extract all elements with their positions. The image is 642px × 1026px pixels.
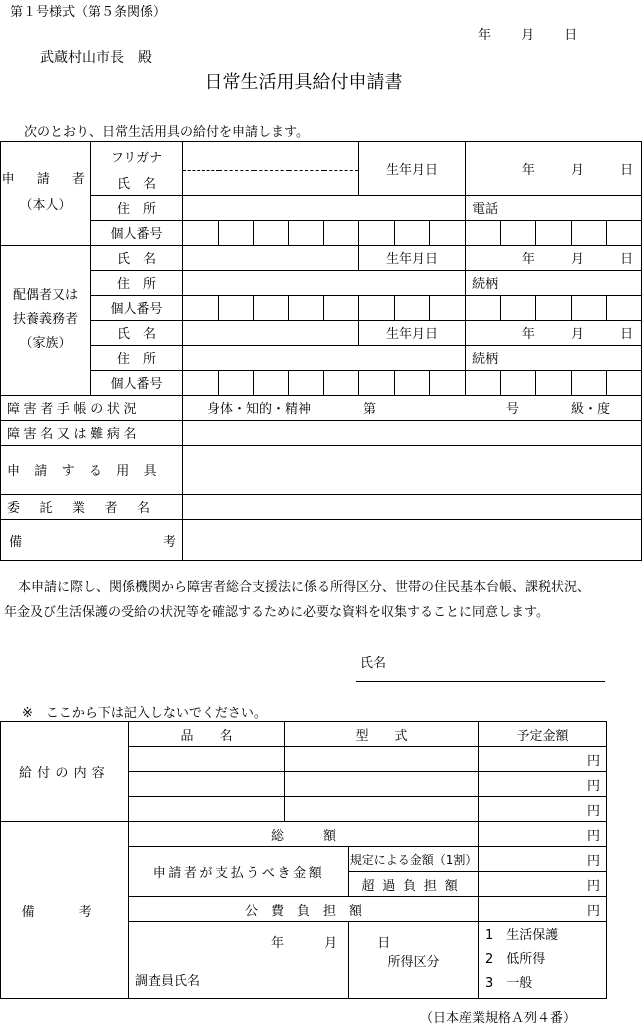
remarks-field[interactable] <box>183 519 642 560</box>
investigation-block[interactable]: 年 月 日 調査員氏名 <box>129 922 349 999</box>
mynumber-box[interactable] <box>430 370 466 395</box>
total-label: 総 額 <box>129 822 479 847</box>
mynumber-box[interactable] <box>395 370 430 395</box>
mynumber-box[interactable] <box>572 220 607 245</box>
mynumber-box[interactable] <box>572 295 607 320</box>
payable-label: 申請者が支払うべき金額 <box>129 847 349 897</box>
mynumber-box[interactable] <box>183 370 219 395</box>
form-date: 年 月 日 <box>478 28 578 43</box>
consent-line-2: 年金及び生活保護の受給の状況等を確認するために必要な資料を収集することに同意します。 <box>4 605 549 620</box>
mynumber-box[interactable] <box>395 220 430 245</box>
handbook-status[interactable]: 身体・知的・精神 第 号 級・度 <box>183 395 642 420</box>
family2-birth-date[interactable]: 年 月 日 <box>466 320 642 345</box>
mynumber-box[interactable] <box>430 220 466 245</box>
disability-label: 障害名又は難病名 <box>1 420 183 445</box>
amount-field[interactable]: 円 <box>479 747 607 772</box>
mynumber-box[interactable] <box>324 370 359 395</box>
public-burden-amount[interactable]: 円 <box>479 897 607 922</box>
mynumber-box[interactable] <box>501 370 536 395</box>
item-field[interactable] <box>129 772 285 797</box>
applicant-mynumber-label: 個人番号 <box>91 220 183 245</box>
mynumber-box[interactable] <box>359 370 395 395</box>
mynumber-box[interactable] <box>501 295 536 320</box>
excess-label: 超過負担額 <box>349 872 479 897</box>
mynumber-box[interactable] <box>359 220 395 245</box>
model-field[interactable] <box>285 747 479 772</box>
family1-name-field[interactable] <box>183 245 359 270</box>
paper-size-note: （日本産業規格Ａ列４番） <box>420 1011 577 1026</box>
applicant-name-field[interactable] <box>183 170 359 195</box>
total-amount[interactable]: 円 <box>479 822 607 847</box>
mynumber-box[interactable] <box>466 295 501 320</box>
family2-address-field[interactable] <box>183 345 466 370</box>
family1-birth-label: 生年月日 <box>359 245 466 270</box>
mynumber-box[interactable] <box>395 295 430 320</box>
mynumber-box[interactable] <box>466 220 501 245</box>
mynumber-box[interactable] <box>219 370 254 395</box>
item-field[interactable] <box>129 797 285 822</box>
family1-address-label: 住 所 <box>91 270 183 295</box>
mynumber-box[interactable] <box>324 220 359 245</box>
mynumber-box[interactable] <box>466 370 501 395</box>
mynumber-box[interactable] <box>183 220 219 245</box>
contractor-label: 委託業者名 <box>1 494 183 519</box>
amount-header: 予定金額 <box>479 722 607 747</box>
amount-field[interactable]: 円 <box>479 797 607 822</box>
furigana-field[interactable] <box>183 142 359 171</box>
rule-amount[interactable]: 円 <box>479 847 607 872</box>
model-field[interactable] <box>285 772 479 797</box>
mynumber-box[interactable] <box>536 370 572 395</box>
remarks-label: 備 考 <box>1 519 183 560</box>
mynumber-box[interactable] <box>536 220 572 245</box>
equipment-label: 申請する用具 <box>1 445 183 494</box>
applicant-address-label: 住 所 <box>91 195 183 220</box>
mynumber-box[interactable] <box>324 295 359 320</box>
family2-mynumber-label: 個人番号 <box>91 370 183 395</box>
furigana-label: フリガナ <box>91 142 183 171</box>
mynumber-box[interactable] <box>254 295 289 320</box>
family2-address-label: 住 所 <box>91 345 183 370</box>
mynumber-box[interactable] <box>289 295 324 320</box>
office-use-note: ※ ここから下は記入しないでください。 <box>22 706 267 721</box>
mynumber-box[interactable] <box>219 220 254 245</box>
form-number: 第１号様式（第５条関係） <box>10 5 167 20</box>
mynumber-box[interactable] <box>289 220 324 245</box>
applicant-birth-date[interactable]: 年 月 日 <box>466 142 642 196</box>
contractor-field[interactable] <box>183 494 642 519</box>
mynumber-box[interactable] <box>607 220 642 245</box>
family-section-label: 配偶者又は 扶養義務者 （家族） <box>1 245 91 395</box>
equipment-field[interactable] <box>183 445 642 494</box>
disability-field[interactable] <box>183 420 642 445</box>
applicant-birth-label: 生年月日 <box>359 142 466 196</box>
office-remarks-label: 備 考 <box>1 822 129 999</box>
mynumber-box[interactable] <box>501 220 536 245</box>
mynumber-box[interactable] <box>607 295 642 320</box>
family1-relation[interactable]: 続柄 <box>466 270 642 295</box>
mynumber-box[interactable] <box>289 370 324 395</box>
family1-birth-date[interactable]: 年 月 日 <box>466 245 642 270</box>
family1-address-field[interactable] <box>183 270 466 295</box>
family2-relation[interactable]: 続柄 <box>466 345 642 370</box>
mynumber-box[interactable] <box>430 295 466 320</box>
family1-name-label: 氏 名 <box>91 245 183 270</box>
signature-line[interactable] <box>356 681 605 682</box>
family2-birth-label: 生年月日 <box>359 320 466 345</box>
office-table <box>0 721 607 999</box>
item-field[interactable] <box>129 747 285 772</box>
applicant-phone[interactable]: 電話 <box>466 195 642 220</box>
mynumber-box[interactable] <box>536 295 572 320</box>
family2-name-field[interactable] <box>183 320 359 345</box>
page-title: 日常生活用具給付申請書 <box>204 72 403 93</box>
amount-field[interactable]: 円 <box>479 772 607 797</box>
income-options[interactable]: 1 生活保護 2 低所得 3 一般 <box>479 922 607 999</box>
intro-text: 次のとおり、日常生活用具の給付を申請します。 <box>24 125 309 140</box>
mynumber-box[interactable] <box>359 295 395 320</box>
signature-label: 氏名 <box>360 656 387 671</box>
addressee: 武蔵村山市長 殿 <box>40 50 152 66</box>
model-header: 型 式 <box>285 722 479 747</box>
application-table <box>0 141 642 561</box>
consent-line-1: 本申請に際し、関係機関から障害者総合支援法に係る所得区分、世帯の住民基本台帳、課税状況、 <box>18 580 591 595</box>
model-field[interactable] <box>285 797 479 822</box>
mynumber-box[interactable] <box>254 220 289 245</box>
applicant-section-label: 申 請 者 （本人） <box>1 142 91 246</box>
handbook-label: 障害者手帳の状況 <box>1 395 183 420</box>
applicant-address-field[interactable] <box>183 195 466 220</box>
family1-mynumber-label: 個人番号 <box>91 295 183 320</box>
mynumber-box[interactable] <box>219 295 254 320</box>
item-header: 品 名 <box>129 722 285 747</box>
family2-name-label: 氏 名 <box>91 320 183 345</box>
rule-amount-label: 規定による金額（1割） <box>349 847 479 872</box>
excess-amount[interactable]: 円 <box>479 872 607 897</box>
mynumber-box[interactable] <box>572 370 607 395</box>
mynumber-box[interactable] <box>607 370 642 395</box>
content-label: 給付の内容 <box>1 722 129 822</box>
public-burden-label: 公 費 負 担 額 <box>129 897 479 922</box>
income-label: 所得区分 <box>349 922 479 999</box>
applicant-name-label: 氏 名 <box>91 170 183 195</box>
mynumber-box[interactable] <box>254 370 289 395</box>
mynumber-box[interactable] <box>183 295 219 320</box>
